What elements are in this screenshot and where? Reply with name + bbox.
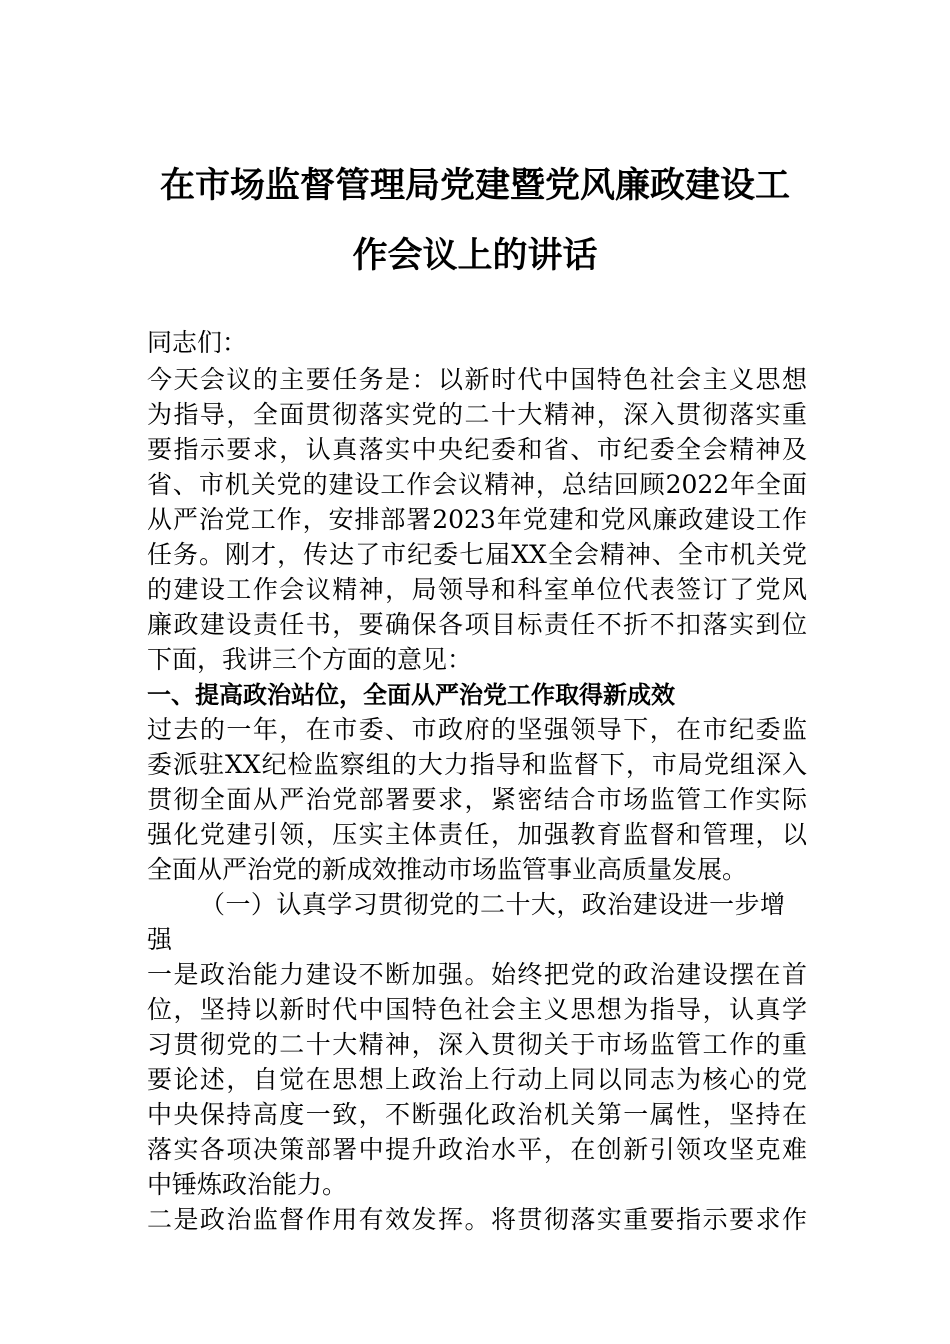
- body-line: 贯彻全面从严治党部署要求，紧密结合市场监管工作实际: [147, 785, 807, 814]
- body-line: 位，坚持以新时代中国特色社会主义思想为指导，认真学: [147, 995, 807, 1024]
- body-line: 全面从严治党的新成效推动市场监管事业高质量发展。: [147, 855, 748, 884]
- subsection-heading-1: （一）认真学习贯彻党的二十大，政治建设进一步增: [200, 890, 785, 919]
- body-line: 习贯彻党的二十大精神，深入贯彻关于市场监管工作的重: [147, 1030, 807, 1059]
- body-line: 强化党建引领，压实主体责任，加强教育监督和管理，以: [147, 820, 807, 849]
- body-line: 过去的一年，在市委、市政府的坚强领导下，在市纪委监: [147, 715, 807, 744]
- section-heading-1: 一、提高政治站位，全面从严治党工作取得新成效: [147, 681, 675, 709]
- body-line: 要指示要求，认真落实中央纪委和省、市纪委全会精神及: [147, 435, 807, 464]
- body-line: 中锤炼政治能力。: [147, 1170, 348, 1199]
- body-line: 落实各项决策部署中提升政治水平，在创新引领攻坚克难: [147, 1135, 807, 1164]
- body-line: 一是政治能力建设不断加强。始终把党的政治建设摆在首: [147, 960, 807, 989]
- body-line: 为指导，全面贯彻落实党的二十大精神，深入贯彻落实重: [147, 400, 807, 429]
- document-title-line-2: 作会议上的讲话: [352, 236, 598, 276]
- body-line: 二是政治监督作用有效发挥。将贯彻落实重要指示要求作: [147, 1205, 807, 1234]
- body-line: 下面，我讲三个方面的意见：: [147, 645, 473, 674]
- salutation: 同志们：: [147, 328, 248, 357]
- body-line: 今天会议的主要任务是：以新时代中国特色社会主义思想: [147, 365, 807, 394]
- body-line: 的建设工作会议精神，局领导和科室单位代表签订了党风: [147, 575, 807, 604]
- body-line: 任务。刚才，传达了市纪委七届XX全会精神、全市机关党: [147, 540, 807, 569]
- body-line: 中央保持高度一致，不断强化政治机关第一属性，坚持在: [147, 1100, 807, 1129]
- subsection-heading-1-cont: 强: [147, 925, 173, 954]
- body-line: 廉政建设责任书，要确保各项目标责任不折不扣落实到位: [147, 610, 807, 639]
- body-line: 省、市机关党的建设工作会议精神，总结回顾2022年全面: [147, 470, 807, 499]
- body-line: 委派驻XX纪检监察组的大力指导和监督下，市局党组深入: [147, 750, 807, 779]
- document-title-line-1: 在市场监督管理局党建暨党风廉政建设工: [159, 166, 790, 206]
- body-line: 要论述，自觉在思想上政治上行动上同以同志为核心的党: [147, 1065, 807, 1094]
- body-line: 从严治党工作，安排部署2023年党建和党风廉政建设工作: [147, 505, 807, 534]
